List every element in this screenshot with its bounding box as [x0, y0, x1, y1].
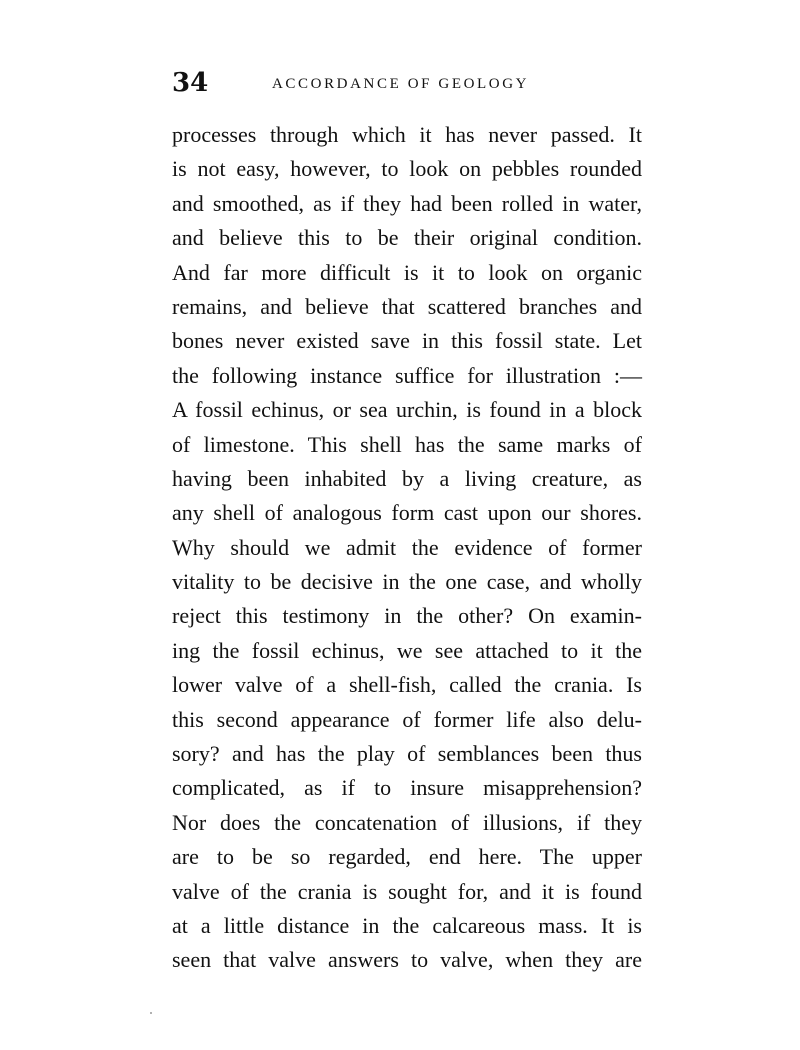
text-line: Nor does the concatenation of illusions, if they: [172, 809, 642, 835]
text-line: lower valve of a shell-fish, called the crania. Is: [172, 672, 642, 698]
text-line: ing the fossil echinus, we see attached to it the: [172, 637, 642, 663]
running-title: ACCORDANCE OF GEOLOGY: [272, 76, 530, 92]
text-line: Why should we admit the evidence of former: [172, 534, 642, 560]
text-line: And far more difficult is it to look on organic: [172, 259, 642, 285]
text-line: the following instance suffice for illustration :—: [172, 362, 642, 388]
text-line: valve of the crania is sought for, and it is found: [172, 878, 642, 904]
text-line: bones never existed save in this fossil state. Let: [172, 328, 642, 354]
text-line: seen that valve answers to valve, when they are: [172, 947, 642, 973]
margin-speck: [150, 1012, 152, 1014]
page-number: 34: [172, 68, 209, 98]
text-line: sory? and has the play of semblances been thus: [172, 741, 642, 767]
text-line: and smoothed, as if they had been rolled in water,: [172, 190, 642, 216]
text-line: vitality to be decisive in the one case, and wholly: [172, 569, 642, 595]
text-line: are to be so regarded, end here. The upper: [172, 844, 642, 870]
text-line: complicated, as if to insure misapprehension?: [172, 775, 642, 801]
body-text: [172, 118, 642, 978]
text-line: this second appearance of former life also delu-: [172, 706, 642, 732]
text-line: any shell of analogous form cast upon our shores.: [172, 500, 642, 526]
running-head: [172, 68, 642, 108]
text-line: at a little distance in the calcareous mass. It is: [172, 912, 642, 938]
text-line: A fossil echinus, or sea urchin, is found in a block: [172, 397, 642, 423]
text-line: remains, and believe that scattered branches and: [172, 293, 642, 319]
text-line: is not easy, however, to look on pebbles rounded: [172, 156, 642, 182]
text-line: and believe this to be their original condition.: [172, 225, 642, 251]
text-line: processes through which it has never passed. It: [172, 122, 642, 147]
text-line: reject this testimony in the other? On examin-: [172, 603, 642, 629]
text-line: having been inhabited by a living creature, as: [172, 465, 642, 491]
text-line: of limestone. This shell has the same marks of: [172, 431, 642, 457]
